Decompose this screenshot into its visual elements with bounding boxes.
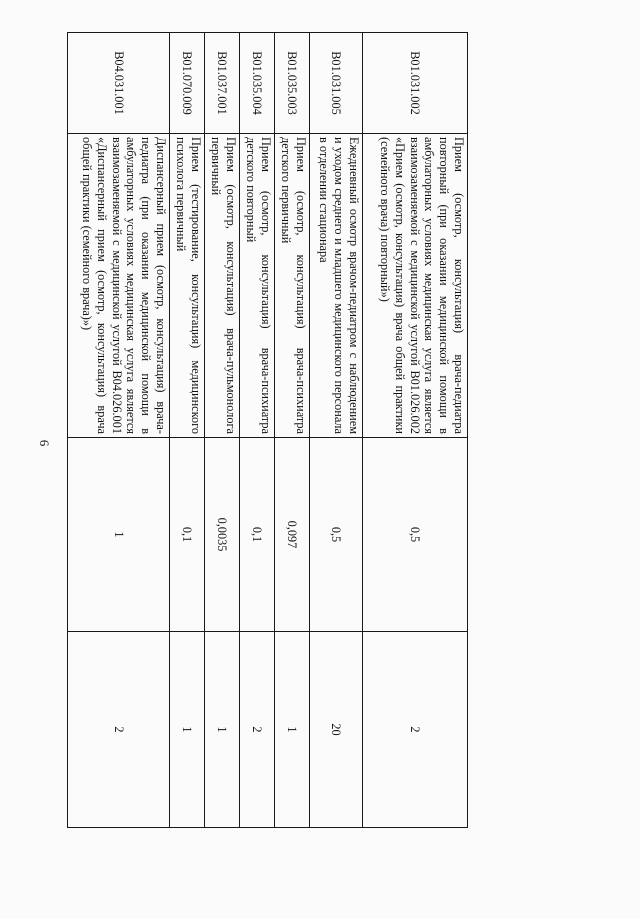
service-code: B01.031.005 <box>310 33 363 134</box>
services-table-rotated <box>68 32 468 827</box>
service-code: B01.035.004 <box>240 33 275 134</box>
frequency-value: 0,1 <box>170 438 205 632</box>
services-table <box>67 32 468 828</box>
table-row <box>240 33 275 828</box>
service-name: Прием (осмотр, консультация) врача-пульмонолога первичный <box>205 134 240 438</box>
service-code: B01.070.009 <box>170 33 205 134</box>
service-code: B01.035.003 <box>275 33 310 134</box>
frequency-value: 0,097 <box>275 438 310 632</box>
table-row <box>68 33 170 828</box>
frequency-value: 0,1 <box>240 438 275 632</box>
table-row <box>310 33 363 828</box>
services-table-wrapper <box>68 32 468 827</box>
multiplicity-value: 1 <box>205 632 240 828</box>
table-row <box>170 33 205 828</box>
multiplicity-value: 2 <box>68 632 170 828</box>
multiplicity-value: 2 <box>363 632 468 828</box>
frequency-value: 1 <box>68 438 170 632</box>
table-row <box>363 33 468 828</box>
service-code: B01.031.002 <box>363 33 468 134</box>
table-row <box>205 33 240 828</box>
frequency-value: 0,0035 <box>205 438 240 632</box>
table-row <box>275 33 310 828</box>
service-code: B01.037.001 <box>205 33 240 134</box>
multiplicity-value: 20 <box>310 632 363 828</box>
service-code: B04.031.001 <box>68 33 170 134</box>
multiplicity-value: 2 <box>240 632 275 828</box>
service-name: Прием (осмотр, консультация) врача-психиатра детского повторный <box>240 134 275 438</box>
multiplicity-value: 1 <box>275 632 310 828</box>
service-name: Прием (тестирование, консультация) медицинского психолога первичный <box>170 134 205 438</box>
multiplicity-value: 1 <box>170 632 205 828</box>
service-name: Диспансерный прием (осмотр, консультация) врача-педиатра (при оказании медицинской помощи в амбулаторных условиях медицинская услуга является взаимозаменяемой с медицинской услугой B04.026.001 «Диспансерный прием (осмотр, консультация) врача общей практики (семейного врача)») <box>68 134 170 438</box>
page-number: 6 <box>37 439 52 447</box>
service-name: Прием (осмотр, консультация) врача-психиатра детского первичный <box>275 134 310 438</box>
frequency-value: 0,5 <box>363 438 468 632</box>
service-name: Прием (осмотр, консультация) врача-педиатра повторный (при оказании медицинской помощи в амбулаторных условиях медицинская услуга является взаимозаменяемой с медицинской услугой B01.026.002 «Прием (осмотр, консультация) врача общей практики (семейного врача) повторный») <box>363 134 468 438</box>
service-name: Ежедневный осмотр врачом-педиатром с наблюдением и уходом среднего и младшего медицинского персонала в отделении стационара <box>310 134 363 438</box>
frequency-value: 0,5 <box>310 438 363 632</box>
